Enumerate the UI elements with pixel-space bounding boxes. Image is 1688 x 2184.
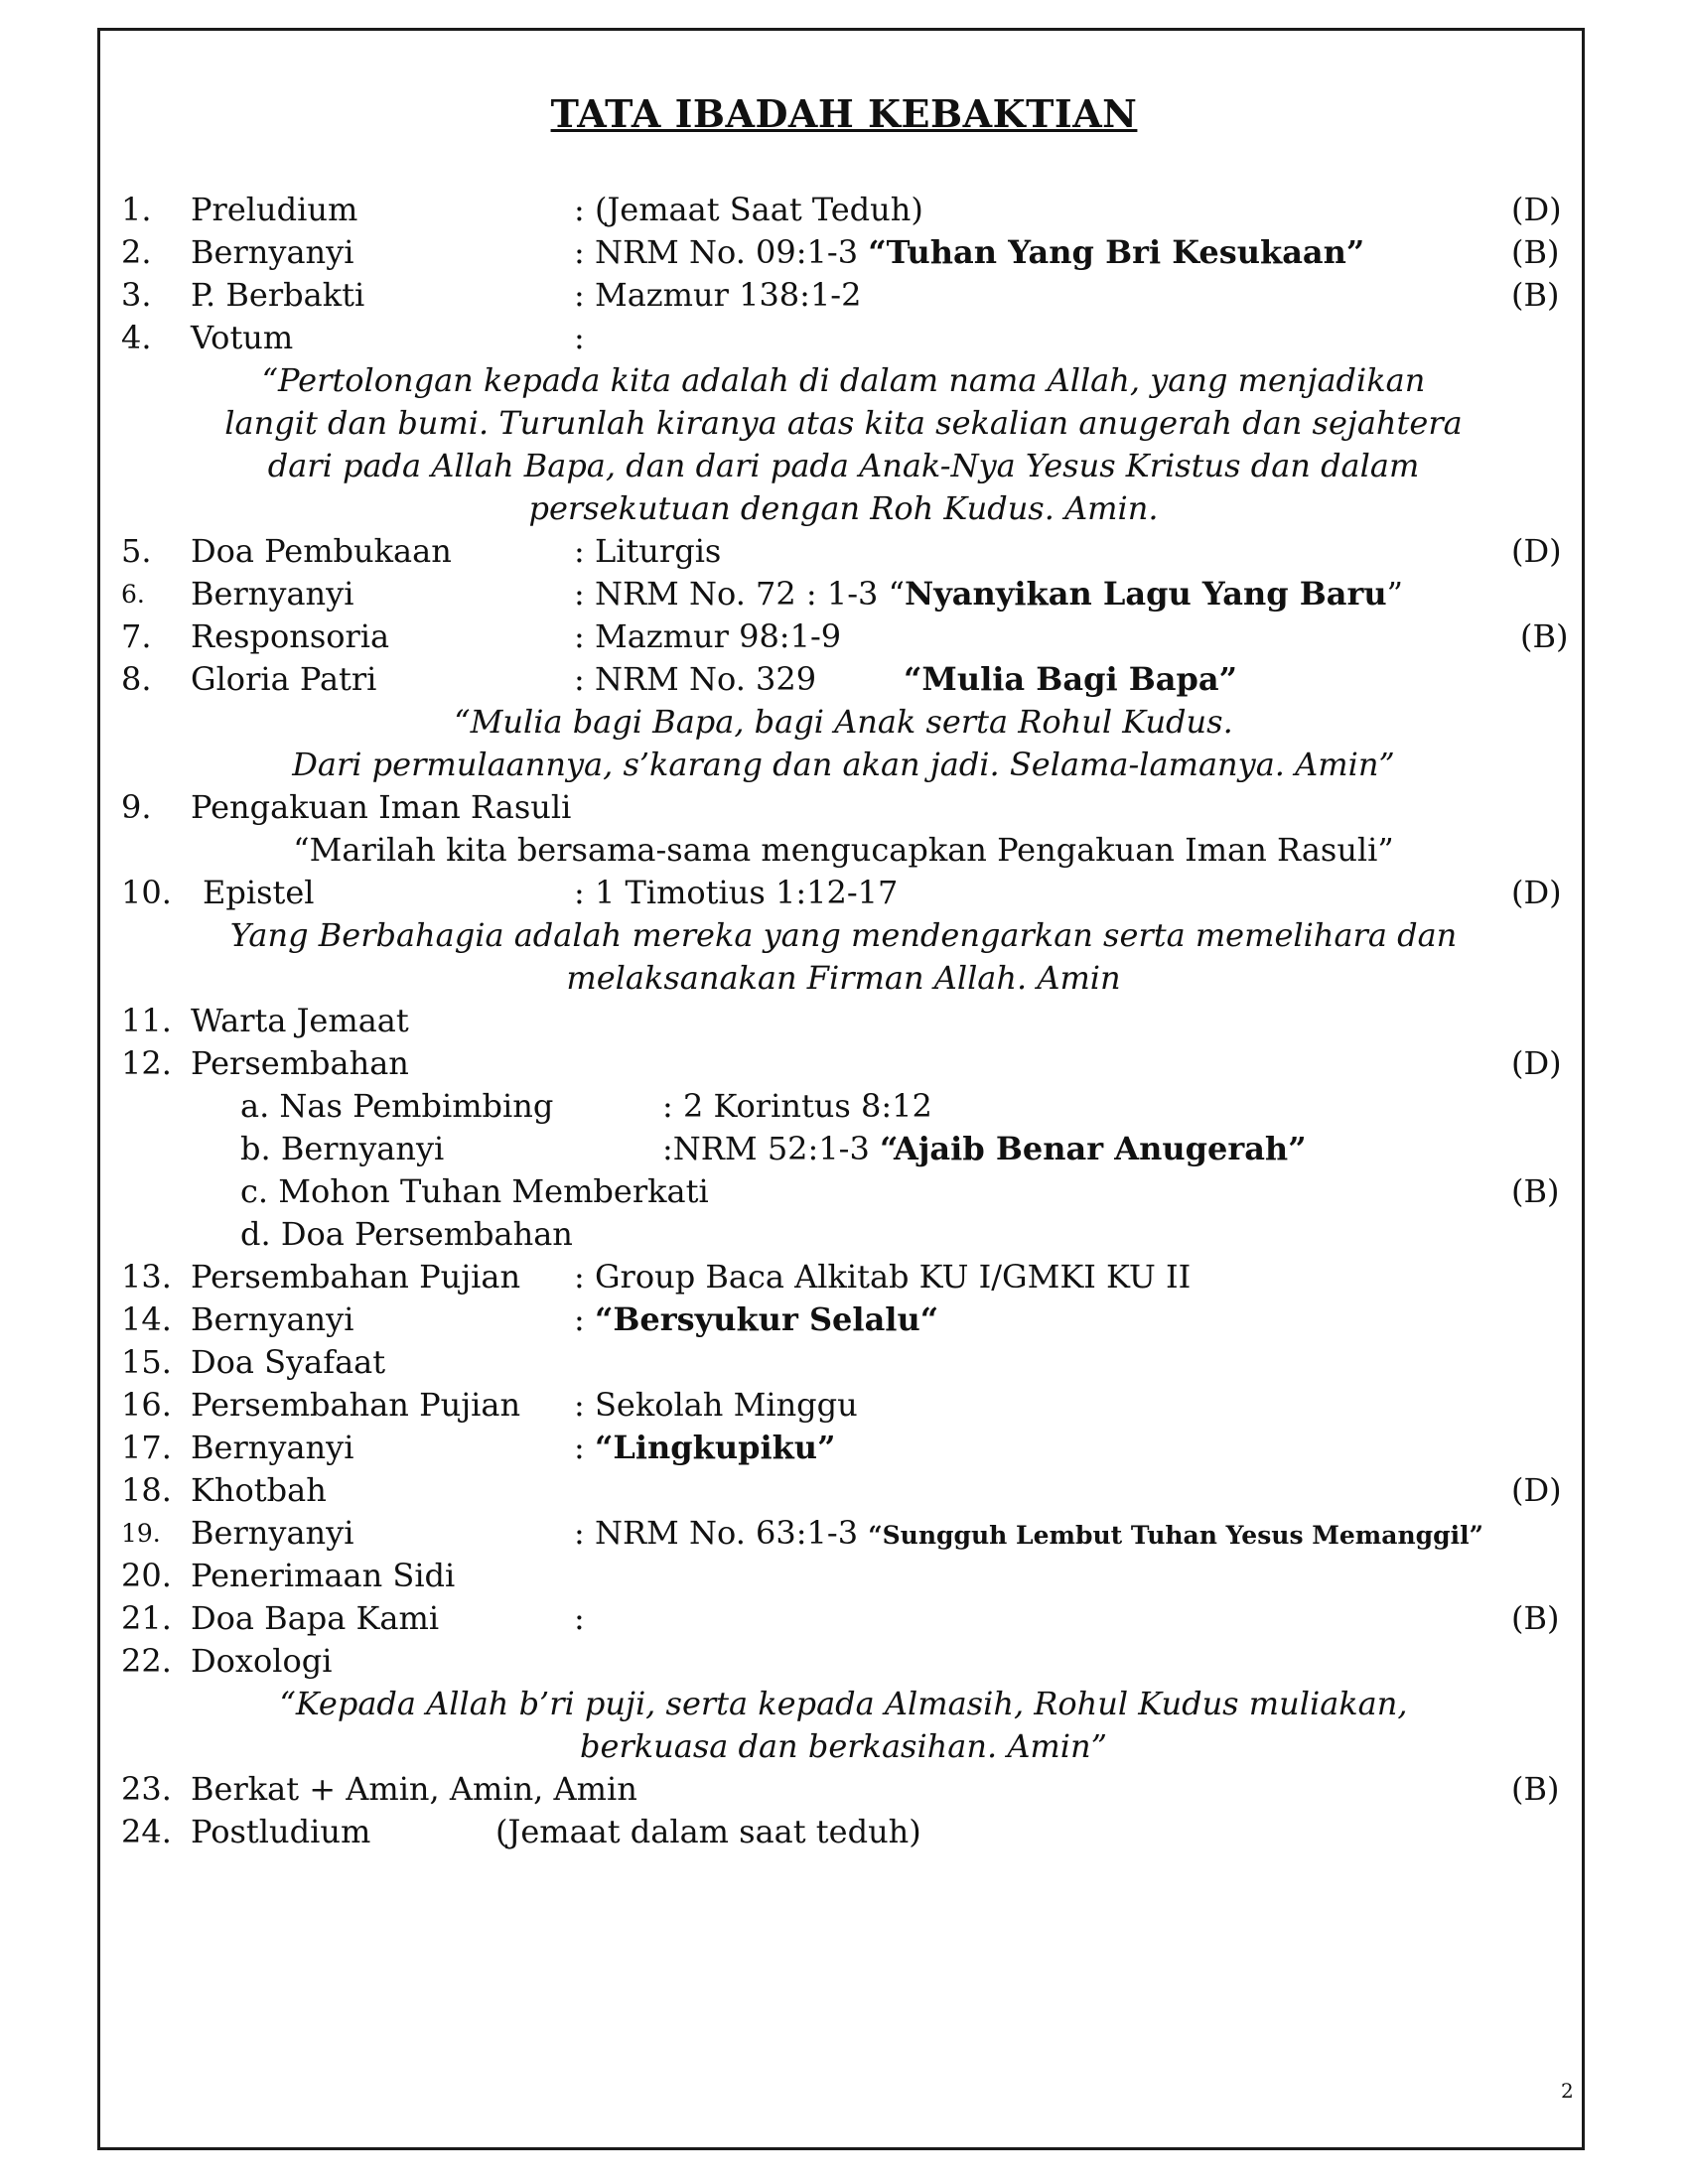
list-item — [121, 1427, 1566, 1469]
gloria-text — [121, 701, 1566, 786]
list-item — [121, 1640, 1566, 1683]
item-detail: : Sekolah Minggu — [574, 1386, 858, 1424]
item-number: 17. — [121, 1429, 172, 1466]
sub-item-label: c. Mohon Tuhan Memberkati — [240, 1172, 709, 1210]
item-label: Gloria Patri — [191, 660, 377, 698]
sub-item — [121, 1170, 1566, 1213]
item-number: 4. — [121, 319, 152, 356]
page-number: 2 — [1561, 2079, 1574, 2103]
item-number: 2. — [121, 233, 152, 271]
list-item — [121, 1811, 1566, 1853]
item-detail — [574, 1298, 938, 1341]
votum-line: dari pada Allah Bapa, dan dari pada Anak-Nya Yesus Kristus dan dalam — [267, 447, 1420, 484]
pengakuan-line: “Marilah kita bersama-sama mengucapkan Pengakuan Iman Rasuli” — [293, 831, 1394, 869]
item-code: (D) — [1511, 1044, 1562, 1082]
item-label: Persembahan — [191, 1044, 409, 1082]
item-label: Khotbah — [191, 1471, 327, 1509]
item-detail-text: : — [574, 1300, 595, 1338]
list-item — [121, 189, 1566, 231]
epistel-line: Yang Berbahagia adalah mereka yang mendengarkan serta memelihara dan — [229, 916, 1458, 954]
song-title: “Tuhan Yang Bri Kesukaan” — [868, 233, 1365, 271]
item-label: Postludium — [191, 1813, 371, 1850]
sub-item-label: d. Doa Persembahan — [240, 1215, 573, 1253]
item-label: Epistel — [203, 874, 315, 911]
item-code: (D) — [1511, 532, 1562, 570]
item-number: 24. — [121, 1813, 172, 1850]
votum-text — [121, 359, 1566, 530]
item-label: Berkat + Amin, Amin, Amin — [191, 1770, 637, 1808]
list-item — [121, 658, 1566, 701]
item-label: Bernyanyi — [191, 575, 354, 613]
item-number: 9. — [121, 788, 152, 826]
item-label: Doa Syafaat — [191, 1343, 386, 1381]
list-item — [121, 1298, 1566, 1341]
list-item — [121, 1512, 1566, 1555]
sub-item-detail: : 2 Korintus 8:12 — [662, 1087, 932, 1125]
list-item — [121, 615, 1569, 658]
item-code: (D) — [1511, 874, 1562, 911]
list-item — [121, 1256, 1566, 1298]
item-number: 23. — [121, 1770, 172, 1808]
item-code: (B) — [1511, 233, 1560, 271]
item-number: 6. — [121, 580, 145, 609]
item-detail — [574, 1427, 835, 1469]
epistel-text — [121, 914, 1566, 1000]
sub-item-detail-text: :NRM 52:1-3 — [662, 1130, 881, 1167]
order-of-worship — [121, 189, 1569, 1853]
item-detail: : Group Baca Alkitab KU I/GMKI KU II — [574, 1258, 1192, 1296]
list-item — [121, 274, 1566, 317]
item-detail: : Mazmur 98:1-9 — [574, 617, 842, 655]
item-number: 7. — [121, 617, 152, 655]
sub-item-label: a. Nas Pembimbing — [240, 1087, 554, 1125]
votum-line: “Pertolongan kepada kita adalah di dalam nama Allah, yang menjadikan — [261, 361, 1426, 399]
item-label: Votum — [191, 319, 294, 356]
list-item — [121, 1384, 1566, 1427]
gloria-line: “Mulia bagi Bapa, bagi Anak serta Rohul Kudus. — [454, 703, 1233, 741]
item-detail: : Mazmur 138:1-2 — [574, 276, 862, 314]
item-label: Doa Bapa Kami — [191, 1599, 440, 1637]
item-label: Warta Jemaat — [191, 1002, 409, 1039]
item-detail-text: : NRM No. 63:1-3 — [574, 1514, 869, 1552]
item-label: Bernyanyi — [191, 1514, 354, 1552]
sub-item — [121, 1128, 1566, 1170]
item-code: (B) — [1511, 1599, 1560, 1637]
sub-item — [121, 1213, 1566, 1256]
item-number: 18. — [121, 1471, 172, 1509]
list-item — [121, 1341, 1566, 1384]
song-title: “Lingkupiku” — [594, 1429, 836, 1466]
song-title: “Bersyukur Selalu“ — [594, 1300, 939, 1338]
list-item — [121, 530, 1566, 573]
item-code: (B) — [1511, 1770, 1560, 1808]
item-number: 20. — [121, 1557, 172, 1594]
item-number: 15. — [121, 1343, 172, 1381]
item-label: Doa Pembukaan — [191, 532, 452, 570]
sub-item — [121, 1085, 1566, 1128]
list-item — [121, 1597, 1566, 1640]
item-code: (D) — [1511, 191, 1562, 228]
item-number: 12. — [121, 1044, 172, 1082]
list-item — [121, 317, 1566, 359]
list-item — [121, 872, 1566, 914]
item-code: (B) — [1520, 617, 1569, 655]
doxologi-text — [121, 1683, 1566, 1768]
item-label: Penerimaan Sidi — [191, 1557, 456, 1594]
doxologi-line: “Kepada Allah b’ri puji, serta kepada Almasih, Rohul Kudus muliakan, — [279, 1685, 1408, 1722]
doxologi-line: berkuasa dan berkasihan. Amin” — [580, 1727, 1107, 1765]
item-detail-end: ” — [1386, 575, 1403, 613]
item-detail: : Liturgis — [574, 532, 722, 570]
item-detail: : — [574, 319, 585, 356]
item-number: 5. — [121, 532, 152, 570]
item-code: (D) — [1511, 1471, 1562, 1509]
list-item — [121, 1000, 1566, 1042]
sub-item-label: b. Bernyanyi — [240, 1130, 445, 1167]
document-title: TATA IBADAH KEBAKTIAN — [550, 91, 1138, 136]
list-item — [121, 786, 1566, 829]
list-item — [121, 573, 1566, 615]
item-label: Persembahan Pujian — [191, 1258, 521, 1296]
song-title: “Sungguh Lembut Tuhan Yesus Memanggil” — [868, 1521, 1483, 1550]
item-detail-text: : NRM No. 72 : 1-3 “ — [574, 575, 905, 613]
item-number: 11. — [121, 1002, 172, 1039]
item-number: 16. — [121, 1386, 172, 1424]
item-number: 10. — [121, 874, 172, 911]
item-label: Bernyanyi — [191, 1300, 354, 1338]
item-label: Pengakuan Iman Rasuli — [191, 788, 572, 826]
item-label: Responsoria — [191, 617, 390, 655]
item-label: Doxologi — [191, 1642, 333, 1680]
item-detail: (Jemaat dalam saat teduh) — [495, 1813, 921, 1850]
item-code: (B) — [1511, 1172, 1560, 1210]
list-item — [121, 1768, 1566, 1811]
epistel-line: melaksanakan Firman Allah. Amin — [566, 959, 1121, 997]
item-number: 21. — [121, 1599, 172, 1637]
item-label: Persembahan Pujian — [191, 1386, 521, 1424]
pengakuan-text — [121, 829, 1566, 872]
item-number: 8. — [121, 660, 152, 698]
list-item — [121, 1042, 1566, 1085]
item-number: 14. — [121, 1300, 172, 1338]
item-number: 22. — [121, 1642, 172, 1680]
sub-item-detail — [662, 1128, 1307, 1170]
item-label: Bernyanyi — [191, 1429, 354, 1466]
item-detail: : 1 Timotius 1:12-17 — [574, 874, 899, 911]
item-number: 19. — [121, 1519, 161, 1548]
item-detail — [574, 573, 1403, 615]
votum-line: persekutuan dengan Roh Kudus. Amin. — [528, 489, 1159, 527]
item-number: 1. — [121, 191, 152, 228]
list-item — [121, 1469, 1566, 1512]
song-title: Nyanyikan Lagu Yang Baru — [904, 575, 1387, 613]
item-detail: : — [574, 1599, 585, 1637]
item-detail — [574, 1512, 1483, 1557]
item-detail-text: : — [574, 1429, 595, 1466]
item-number: 3. — [121, 276, 152, 314]
item-detail — [574, 658, 816, 701]
list-item — [121, 231, 1566, 274]
item-label: P. Berbakti — [191, 276, 365, 314]
item-label: Bernyanyi — [191, 233, 354, 271]
item-detail-text: : NRM No. 09:1-3 — [574, 233, 869, 271]
song-title: “Mulia Bagi Bapa” — [904, 660, 1238, 698]
item-detail: : (Jemaat Saat Teduh) — [574, 191, 923, 228]
item-code: (B) — [1511, 276, 1560, 314]
list-item — [121, 1555, 1566, 1597]
item-detail-text: : NRM No. 329 — [574, 660, 817, 698]
votum-line: langit dan bumi. Turunlah kiranya atas kita sekalian anugerah dan sejahtera — [224, 404, 1463, 442]
gloria-line: Dari permulaannya, s’karang dan akan jadi. Selama-lamanya. Amin” — [292, 746, 1395, 783]
item-label: Preludium — [191, 191, 358, 228]
item-number: 13. — [121, 1258, 172, 1296]
item-detail — [574, 231, 1364, 274]
song-title: “Ajaib Benar Anugerah” — [880, 1130, 1307, 1167]
